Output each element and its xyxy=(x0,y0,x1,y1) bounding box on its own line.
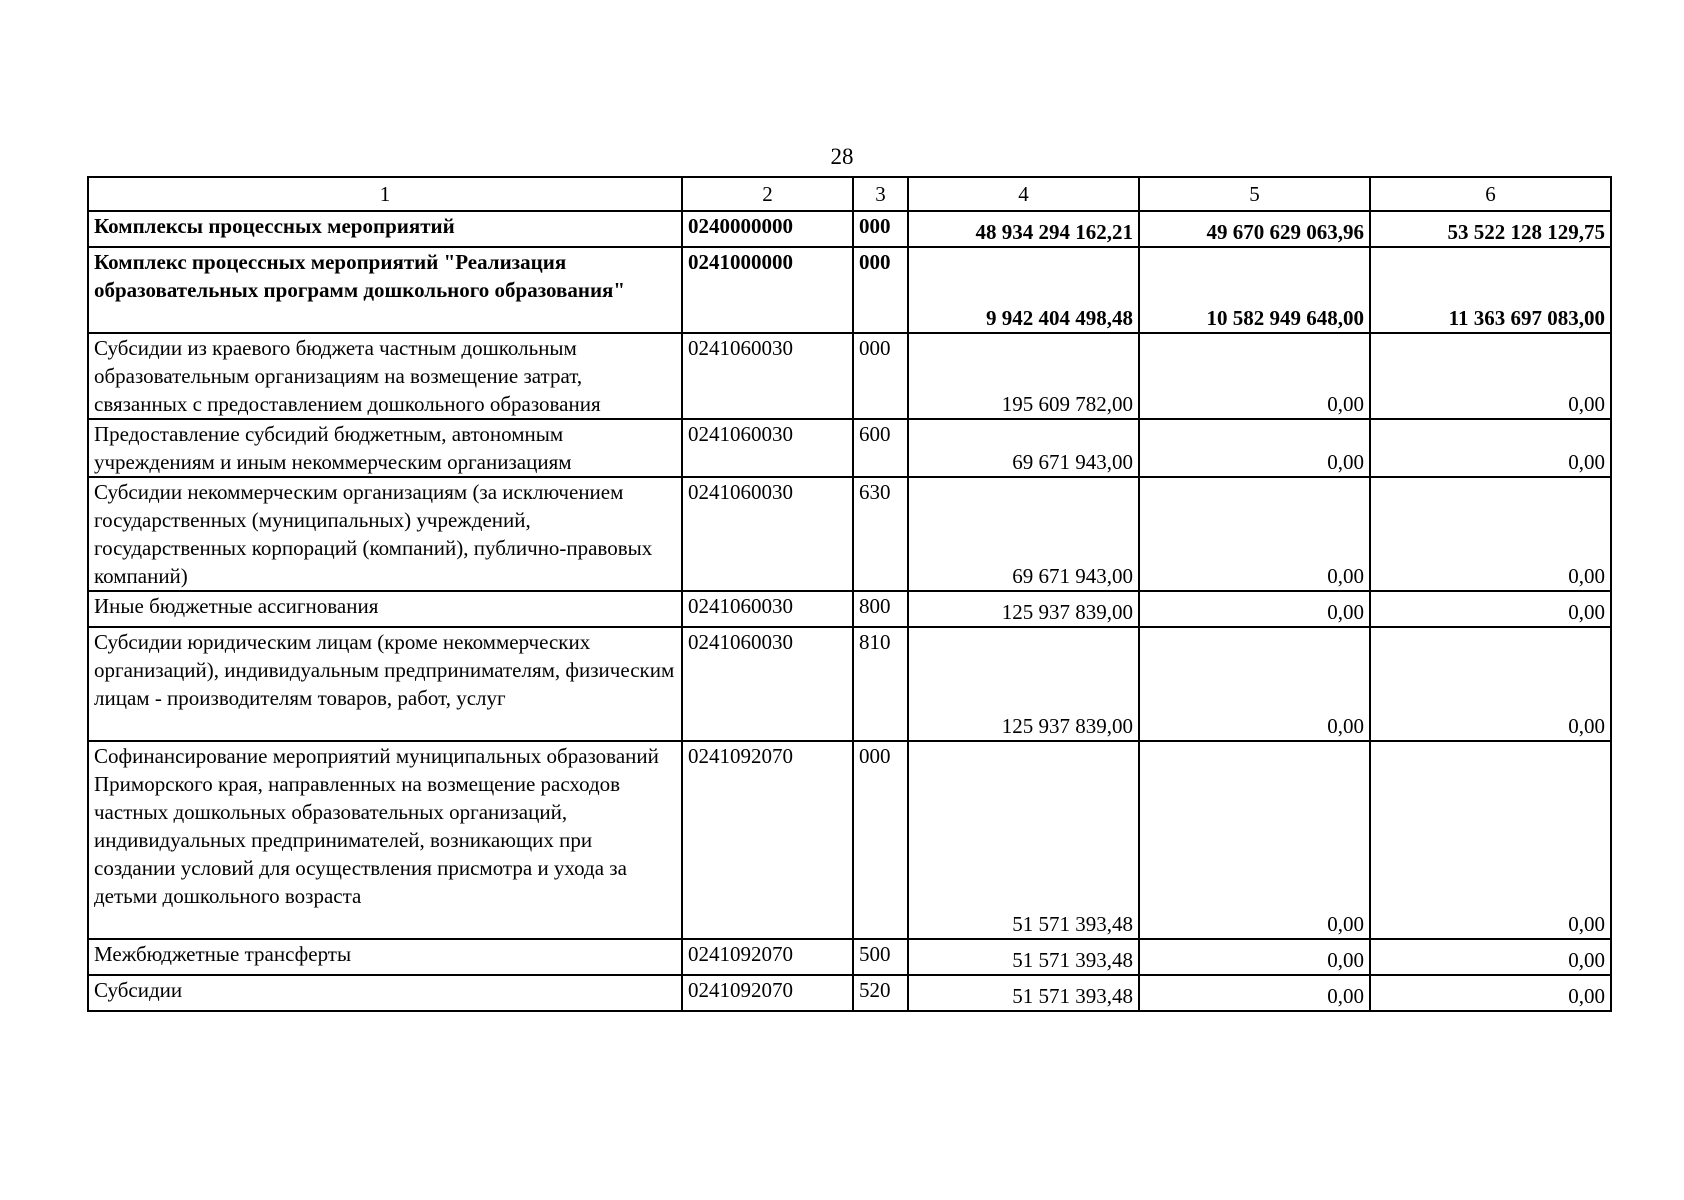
row-value-2026: 0,00 xyxy=(1370,591,1611,627)
row-value-2024: 69 671 943,00 xyxy=(908,419,1139,477)
row-name: Субсидии из краевого бюджета частным дошкольным образовательным организациям на возмещение затрат, связанных с предоставлением дошкольного образования xyxy=(88,333,682,419)
row-value-2025: 0,00 xyxy=(1139,477,1370,591)
table-row xyxy=(88,741,1611,939)
row-name: Иные бюджетные ассигнования xyxy=(88,591,682,627)
row-name: Комплекс процессных мероприятий "Реализация образовательных программ дошкольного образования" xyxy=(88,247,682,333)
row-value-2026: 0,00 xyxy=(1370,627,1611,741)
row-value-2026: 0,00 xyxy=(1370,419,1611,477)
table-row xyxy=(88,419,1611,477)
row-code: 0240000000 xyxy=(682,211,853,247)
row-code: 0241092070 xyxy=(682,741,853,939)
table-row xyxy=(88,333,1611,419)
table-row xyxy=(88,477,1611,591)
page-number: 28 xyxy=(830,144,854,169)
row-code: 0241092070 xyxy=(682,939,853,975)
row-code: 0241060030 xyxy=(682,477,853,591)
row-name: Предоставление субсидий бюджетным, автономным учреждениям и иным некоммерческим организациям xyxy=(88,419,682,477)
budget-table xyxy=(87,176,1612,1012)
row-value-2025: 10 582 949 648,00 xyxy=(1139,247,1370,333)
table-row xyxy=(88,247,1611,333)
row-value-2026: 0,00 xyxy=(1370,477,1611,591)
table-row xyxy=(88,211,1611,247)
row-value-2024: 69 671 943,00 xyxy=(908,477,1139,591)
row-value-2024: 51 571 393,48 xyxy=(908,975,1139,1011)
row-code: 0241060030 xyxy=(682,627,853,741)
row-name: Межбюджетные трансферты xyxy=(88,939,682,975)
column-header: 4 xyxy=(908,177,1139,211)
row-type: 810 xyxy=(853,627,908,741)
row-name: Субсидии xyxy=(88,975,682,1011)
row-code: 0241000000 xyxy=(682,247,853,333)
row-type: 800 xyxy=(853,591,908,627)
column-header: 5 xyxy=(1139,177,1370,211)
table-row xyxy=(88,627,1611,741)
row-type: 500 xyxy=(853,939,908,975)
row-value-2025: 49 670 629 063,96 xyxy=(1139,211,1370,247)
row-type: 000 xyxy=(853,333,908,419)
row-name: Комплексы процессных мероприятий xyxy=(88,211,682,247)
row-value-2025: 0,00 xyxy=(1139,591,1370,627)
column-header: 6 xyxy=(1370,177,1611,211)
table-row xyxy=(88,975,1611,1011)
row-type: 000 xyxy=(853,741,908,939)
row-name: Софинансирование мероприятий муниципальных образований Приморского края, направленных на возмещение расходов частных дошкольных образовательных организаций, индивидуальных предпринимателей, возникающих при создании условий для осуществления присмотра и ухода за детьми дошкольного возраста xyxy=(88,741,682,939)
row-type: 000 xyxy=(853,211,908,247)
row-value-2026: 0,00 xyxy=(1370,741,1611,939)
column-header: 3 xyxy=(853,177,908,211)
row-type: 600 xyxy=(853,419,908,477)
row-value-2025: 0,00 xyxy=(1139,627,1370,741)
row-value-2024: 125 937 839,00 xyxy=(908,591,1139,627)
row-value-2025: 0,00 xyxy=(1139,333,1370,419)
row-code: 0241060030 xyxy=(682,333,853,419)
row-value-2025: 0,00 xyxy=(1139,975,1370,1011)
row-code: 0241060030 xyxy=(682,591,853,627)
row-name: Субсидии юридическим лицам (кроме некоммерческих организаций), индивидуальным предпринимателям, физическим лицам - производителям товаров, работ, услуг xyxy=(88,627,682,741)
row-code: 0241060030 xyxy=(682,419,853,477)
table-header-row xyxy=(88,177,1611,211)
row-value-2026: 11 363 697 083,00 xyxy=(1370,247,1611,333)
table-row xyxy=(88,591,1611,627)
column-header: 2 xyxy=(682,177,853,211)
row-value-2025: 0,00 xyxy=(1139,741,1370,939)
row-value-2026: 0,00 xyxy=(1370,975,1611,1011)
table-row xyxy=(88,939,1611,975)
row-value-2024: 125 937 839,00 xyxy=(908,627,1139,741)
row-value-2024: 48 934 294 162,21 xyxy=(908,211,1139,247)
row-value-2025: 0,00 xyxy=(1139,939,1370,975)
row-code: 0241092070 xyxy=(682,975,853,1011)
row-type: 630 xyxy=(853,477,908,591)
row-value-2024: 195 609 782,00 xyxy=(908,333,1139,419)
row-type: 000 xyxy=(853,247,908,333)
row-name: Субсидии некоммерческим организациям (за исключением государственных (муниципальных) учреждений, государственных корпораций (компаний), публично-правовых компаний) xyxy=(88,477,682,591)
column-header: 1 xyxy=(88,177,682,211)
row-type: 520 xyxy=(853,975,908,1011)
row-value-2024: 51 571 393,48 xyxy=(908,741,1139,939)
row-value-2026: 0,00 xyxy=(1370,333,1611,419)
row-value-2024: 51 571 393,48 xyxy=(908,939,1139,975)
row-value-2024: 9 942 404 498,48 xyxy=(908,247,1139,333)
row-value-2026: 53 522 128 129,75 xyxy=(1370,211,1611,247)
row-value-2025: 0,00 xyxy=(1139,419,1370,477)
row-value-2026: 0,00 xyxy=(1370,939,1611,975)
